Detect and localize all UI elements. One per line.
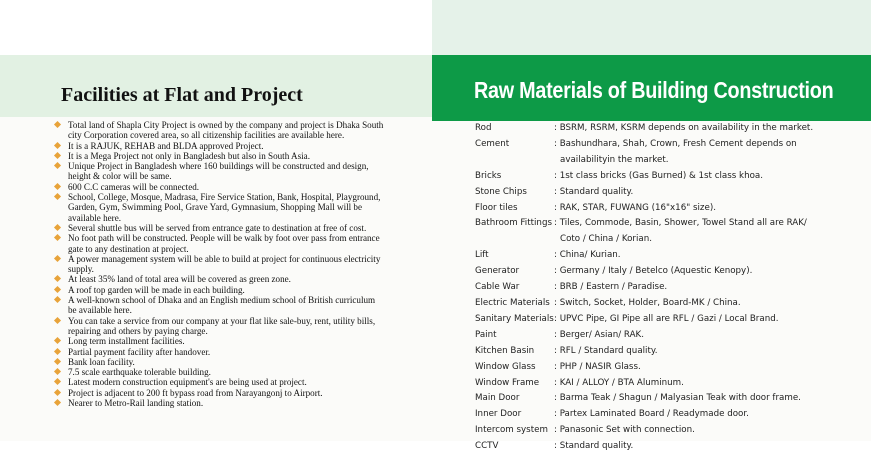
diamond-bullet-icon xyxy=(54,234,61,241)
diamond-bullet-icon xyxy=(54,378,61,385)
diamond-bullet-icon xyxy=(54,399,61,406)
facility-item-text: You can take a service from our company at your flat like sale-buy, rent, utility bills, repairing and others by paying charge. xyxy=(68,315,376,336)
material-value: : UPVC Pipe, GI Pipe all are RFL / Gazi / Local Brand. xyxy=(554,313,779,324)
material-row xyxy=(475,280,813,296)
diamond-bullet-icon xyxy=(54,358,61,365)
material-value: : Partex Laminated Board / Readymade door. xyxy=(554,409,749,420)
diamond-bullet-icon xyxy=(54,368,61,375)
material-name: Rod xyxy=(475,123,492,133)
diamond-bullet-icon xyxy=(54,337,61,344)
facility-item xyxy=(55,336,385,346)
raw-materials-table xyxy=(475,121,813,455)
facilities-panel xyxy=(0,0,432,441)
material-row xyxy=(475,121,813,137)
facility-item-text: Bank loan facility. xyxy=(68,356,135,367)
material-name: Sanitary Materials xyxy=(475,313,554,324)
material-value: : Standard quality. xyxy=(554,441,634,452)
material-row xyxy=(475,185,813,201)
diamond-bullet-icon xyxy=(54,193,61,200)
material-row xyxy=(475,232,813,248)
diamond-bullet-icon xyxy=(54,142,61,149)
diamond-bullet-icon xyxy=(54,162,61,169)
material-row xyxy=(475,169,813,185)
material-value: : Berger/ Asian/ RAK. xyxy=(554,329,645,340)
material-value: : RFL / Standard quality. xyxy=(554,345,658,356)
material-row xyxy=(475,201,813,217)
material-name: Window Frame xyxy=(475,377,540,388)
facilities-top-area xyxy=(0,0,432,55)
facility-item xyxy=(55,120,385,141)
facility-item xyxy=(55,161,385,182)
material-value: : BRB / Eastern / Paradise. xyxy=(554,282,668,293)
facility-item xyxy=(55,223,385,233)
material-row xyxy=(475,391,813,407)
facility-item-text: A well-known school of Dhaka and an English medium school of British curriculum be available here. xyxy=(68,295,376,316)
facility-item-text: Long term installment facilities. xyxy=(68,336,185,347)
facility-item xyxy=(55,151,385,161)
facility-item-text: Total land of Shapla City Project is owned by the company and project is Dhaka South city Corporation covered area, so all citizenship facilities are available here. xyxy=(68,120,384,141)
material-value: : Barma Teak / Shagun / Malyasian Teak with door frame. xyxy=(554,393,801,404)
material-value: : KAI / ALLOY / BTA Aluminum. xyxy=(554,377,684,388)
facility-item xyxy=(55,377,385,387)
facility-item-text: 7.5 scale earthquake tolerable building. xyxy=(68,367,211,378)
diamond-bullet-icon xyxy=(54,152,61,159)
facility-item-text: Project is adjacent to 200 ft bypass road from Narayangonj to Airport. xyxy=(68,387,323,398)
facilities-title: Facilities at Flat and Project xyxy=(61,84,303,106)
material-row xyxy=(475,344,813,360)
diamond-bullet-icon xyxy=(54,275,61,282)
material-name: CCTV xyxy=(475,441,499,452)
material-row xyxy=(475,248,813,264)
facility-item-text: School, College, Mosque, Madrasa, Fire Service Station, Bank, Hospital, Playground, Garden, Gym, Swimming Pool, Grave Yard, Gymnasium, Shopping Mall will be available here. xyxy=(68,192,381,223)
facility-item xyxy=(55,357,385,367)
material-name: Lift xyxy=(475,250,489,261)
facility-item xyxy=(55,388,385,398)
facility-item-text: 600 C.C cameras will be connected. xyxy=(68,181,200,192)
material-name: Cable War xyxy=(475,282,520,293)
facility-item xyxy=(55,316,385,337)
material-value: : Germany / Italy / Betelco (Aquestic Kenopy). xyxy=(554,266,753,277)
diamond-bullet-icon xyxy=(54,183,61,190)
diamond-bullet-icon xyxy=(54,121,61,128)
material-value: : RAK, STAR, FUWANG (16"x16" size). xyxy=(554,202,716,213)
diamond-bullet-icon xyxy=(54,317,61,324)
material-row xyxy=(475,296,813,312)
material-value: availabilityin the market. xyxy=(560,154,669,165)
material-row xyxy=(475,423,813,439)
diamond-bullet-icon xyxy=(54,224,61,231)
facility-item-text: It is a RAJUK, REHAB and BLDA approved Project. xyxy=(68,140,264,151)
material-name xyxy=(475,232,554,248)
material-name: Electric Materials xyxy=(475,297,550,308)
material-name: Generator xyxy=(475,266,520,277)
facility-item-text: A roof top garden will be made in each building. xyxy=(68,284,245,295)
facility-item xyxy=(55,347,385,357)
material-value: : Tiles, Commode, Basin, Shower, Towel Stand all are RAK/ xyxy=(554,218,807,229)
facility-item-text: Latest modern construction equipment's are being used at project. xyxy=(68,377,307,388)
facility-item xyxy=(55,274,385,284)
diamond-bullet-icon xyxy=(54,389,61,396)
facility-item-text: It is a Mega Project not only in Bangladesh but also in South Asia. xyxy=(68,150,310,161)
facility-item xyxy=(55,367,385,377)
material-row xyxy=(475,328,813,344)
material-name: Window Glass xyxy=(475,361,536,372)
material-value: : Standard quality. xyxy=(554,186,634,197)
diamond-bullet-icon xyxy=(54,286,61,293)
material-value: : 1st class bricks (Gas Burned) & 1st class khoa. xyxy=(554,170,763,181)
material-name: Stone Chips xyxy=(475,186,527,197)
facility-item-text: No foot path will be constructed. People will be walk by foot over pass from entrance gate to any destination at project. xyxy=(68,233,380,254)
facility-item-text: Unique Project in Bangladesh where 160 buildings will be constructed and design, height & color will be same. xyxy=(68,161,369,182)
material-name xyxy=(475,153,554,169)
facility-item-text: At least 35% land of total area will be covered as green zone. xyxy=(68,274,291,285)
material-row xyxy=(475,153,813,169)
facility-item-text: Nearer to Metro-Rail landing station. xyxy=(68,398,204,409)
facility-item xyxy=(55,141,385,151)
raw-materials-top-area xyxy=(432,0,871,55)
material-value: : Panasonic Set with connection. xyxy=(554,425,695,436)
material-row xyxy=(475,216,813,232)
raw-materials-panel xyxy=(432,0,871,452)
material-name: Bricks xyxy=(475,170,502,181)
material-value: : PHP / NASIR Glass. xyxy=(554,361,641,372)
facility-item-text: Partial payment facility after handover. xyxy=(68,346,211,357)
raw-materials-title: Raw Materials of Building Construction xyxy=(474,77,834,103)
diamond-bullet-icon xyxy=(54,347,61,354)
facility-item-text: A power management system will be able to build at project for continuous electricity supply. xyxy=(68,253,381,275)
diamond-bullet-icon xyxy=(54,296,61,303)
material-value: : China/ Kurian. xyxy=(554,250,621,261)
material-name: Kitchen Basin xyxy=(475,345,535,356)
material-name: Paint xyxy=(475,329,497,340)
material-row xyxy=(475,312,813,328)
material-row xyxy=(475,360,813,376)
material-value: : BSRM, RSRM, KSRM depends on availability in the market. xyxy=(554,123,814,133)
material-name: Main Door xyxy=(475,393,520,404)
facility-item xyxy=(55,182,385,192)
material-value: Coto / China / Korian. xyxy=(560,234,652,245)
material-name: Floor tiles xyxy=(475,202,518,213)
material-row xyxy=(475,264,813,280)
facility-item xyxy=(55,233,385,254)
facility-item xyxy=(55,285,385,295)
diamond-bullet-icon xyxy=(54,255,61,262)
facilities-list xyxy=(55,120,385,408)
material-row xyxy=(475,407,813,423)
material-name: Cement xyxy=(475,138,510,149)
facility-item xyxy=(55,192,385,223)
material-name: Intercom system xyxy=(475,425,548,436)
material-name: Bathroom Fittings xyxy=(475,218,552,229)
material-value: : Bashundhara, Shah, Crown, Fresh Cement depends on xyxy=(554,138,797,149)
facility-item xyxy=(55,398,385,408)
material-row xyxy=(475,376,813,392)
material-row xyxy=(475,439,813,455)
material-row xyxy=(475,137,813,153)
facility-item-text: Several shuttle bus will be served from entrance gate to destination at free of cost. xyxy=(68,222,367,233)
material-value: : Switch, Socket, Holder, Board-MK / China. xyxy=(554,297,741,308)
material-name: Inner Door xyxy=(475,409,522,420)
facility-item xyxy=(55,254,385,275)
facility-item xyxy=(55,295,385,316)
